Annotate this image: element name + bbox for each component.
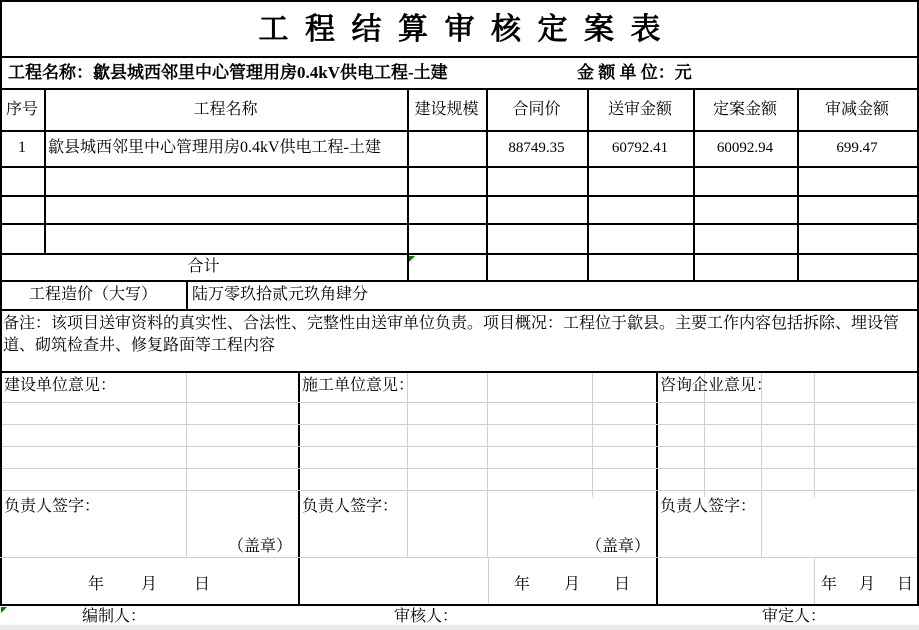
reviewed-by-label: 审核人： (394, 608, 459, 625)
empty-row[interactable] (1, 225, 916, 253)
date-fields[interactable] (0, 562, 298, 602)
date-fields[interactable] (815, 562, 919, 602)
error-indicator-icon (409, 256, 415, 262)
remark-text: 备注：该项目送审资料的真实性、合法性、完整性由送审单位负责。项目概况：工程位于歙县。主要工作内容包括拆除、埋设管道、砌筑检查井、修复路面等工程内容 (3, 315, 900, 354)
header-submitted-amount: 送审金额 (607, 101, 672, 118)
prepared-by-label: 编制人： (82, 608, 147, 625)
opinion-area-construction[interactable] (2, 398, 296, 490)
month-label: 月 (858, 575, 875, 593)
month-label: 月 (563, 575, 580, 593)
seal-label: （盖章） (227, 538, 292, 555)
empty-row[interactable] (1, 168, 916, 195)
opinion-label-consulting-firm: 咨询企业意见： (660, 377, 773, 394)
signer-label: 负责人签字： (4, 498, 101, 515)
price-in-words-value[interactable]: 陆万零玖拾贰元玖角肆分 (192, 286, 369, 303)
signer-label: 负责人签字： (660, 498, 757, 515)
day-label: 日 (896, 575, 913, 593)
signature-area[interactable] (760, 495, 910, 535)
header-scale: 建设规模 (414, 101, 479, 118)
header-finalized-amount: 定案金额 (712, 101, 777, 118)
cell-reduced-amount[interactable]: 699.47 (836, 140, 878, 156)
approved-by-label: 审定人： (762, 608, 827, 625)
project-name-label: 工程名称：歙县城西邻里中心管理用房0.4kV供电工程-土建 (8, 63, 448, 82)
reviewed-by-field[interactable] (460, 607, 620, 626)
cell-finalized-amount[interactable]: 60092.94 (716, 140, 774, 156)
error-indicator-icon (1, 607, 7, 613)
cell-seq[interactable]: 1 (18, 139, 26, 156)
day-label: 日 (614, 575, 631, 593)
signature-area[interactable] (90, 495, 290, 535)
cell-submitted-amount[interactable]: 60792.41 (611, 140, 669, 156)
page-title: 工 程 结 算 审 核 定 案 表 (258, 13, 661, 46)
opinion-area-contractor[interactable] (300, 398, 654, 490)
signature-area[interactable] (400, 495, 600, 535)
opinion-label-construction-unit: 建设单位意见： (4, 377, 117, 394)
total-values-empty[interactable] (408, 255, 916, 280)
price-in-words-label: 工程造价（大写） (28, 286, 157, 303)
empty-row[interactable] (1, 197, 916, 223)
header-seq: 序号 (5, 101, 38, 118)
cell-project-name[interactable]: 歙县城西邻里中心管理用房0.4kV供电工程-土建 (48, 139, 381, 156)
month-label: 月 (140, 575, 157, 593)
day-label: 日 (194, 575, 211, 593)
approved-by-field[interactable] (828, 607, 916, 626)
header-contract-price: 合同价 (512, 101, 561, 118)
header-project-name: 工程名称 (193, 101, 258, 118)
date-fields[interactable] (488, 562, 656, 602)
year-label: 年 (513, 575, 530, 593)
total-label: 合计 (187, 258, 220, 275)
opinion-area-consulting[interactable] (658, 398, 915, 490)
year-label: 年 (820, 575, 837, 593)
header-reduced-amount: 审减金额 (824, 101, 889, 118)
amount-unit-label: 金 额 单 位：元 (577, 63, 692, 82)
sheet-edge-strip (0, 625, 919, 630)
opinion-label-contractor-unit: 施工单位意见： (302, 377, 415, 394)
year-label: 年 (87, 575, 104, 593)
seal-label: （盖章） (585, 538, 650, 555)
signer-label: 负责人签字： (302, 498, 399, 515)
cell-contract-price[interactable]: 88749.35 (508, 140, 565, 156)
cell-scale-empty[interactable] (408, 132, 485, 165)
prepared-by-field[interactable] (148, 607, 308, 626)
